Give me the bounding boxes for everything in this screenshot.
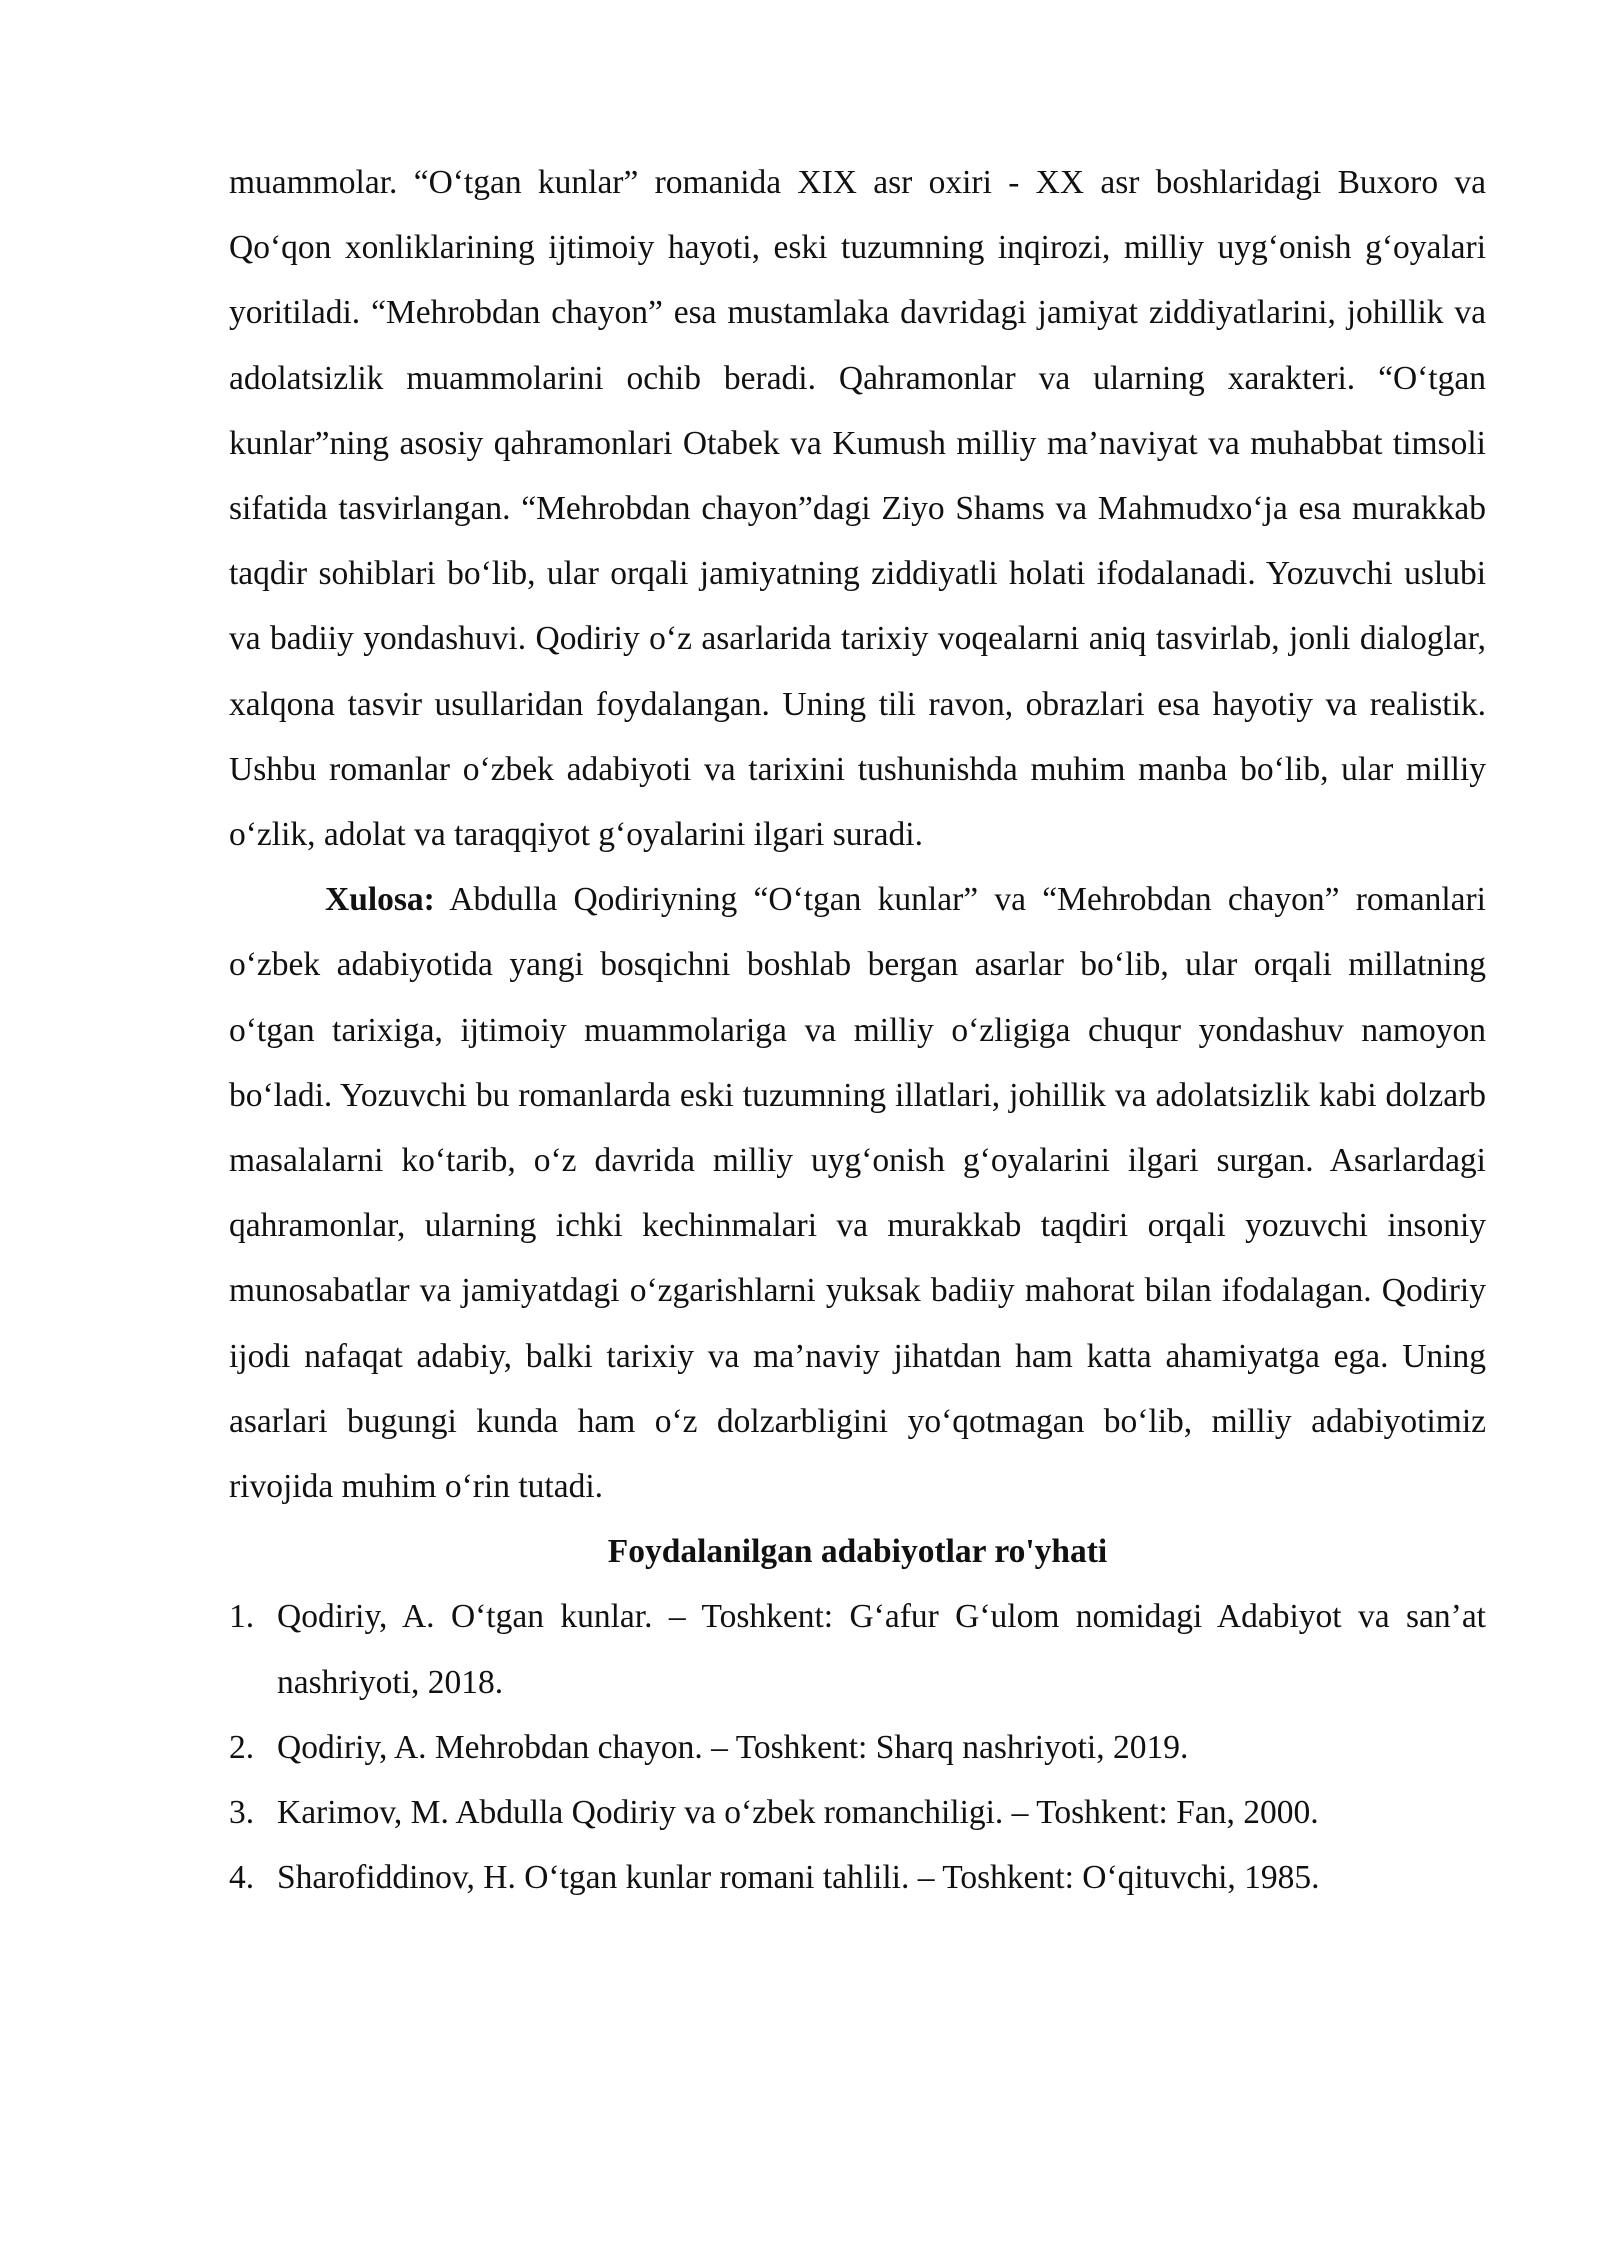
reference-item — [229, 1584, 1486, 1714]
reference-text: Sharofiddinov, H. O‘tgan kunlar romani tahlili. – Toshkent: O‘qituvchi, 1985. — [277, 1859, 1320, 1897]
references-list — [229, 1584, 1486, 1910]
reference-item — [229, 1845, 1486, 1910]
reference-item — [229, 1780, 1486, 1845]
reference-number: 3. — [229, 1794, 255, 1832]
conclusion-label: Xulosa: — [325, 881, 435, 919]
document-page — [229, 150, 1486, 1910]
reference-number: 1. — [229, 1598, 255, 1636]
reference-text: Karimov, M. Abdulla Qodiriy va o‘zbek romanchiligi. – Toshkent: Fan, 2000. — [277, 1794, 1319, 1832]
reference-text: Qodiriy, A. Mehrobdan chayon. – Toshkent: Sharq nashriyoti, 2019. — [277, 1728, 1189, 1766]
conclusion-paragraph — [229, 867, 1486, 1519]
reference-item — [229, 1715, 1486, 1780]
reference-text: Qodiriy, A. O‘tgan kunlar. – Toshkent: G‘afur G‘ulom nomidagi Adabiyot va san’at nashriyoti, 2018. — [277, 1598, 1486, 1701]
conclusion-text: Abdulla Qodiriyning “O‘tgan kunlar” va “Mehrobdan chayon” romanlari o‘zbek adabiyotida yangi bosqichni boshlab bergan asarlar bo‘lib, ular orqali millatning o‘tgan tarixiga, ijtimoiy muammolariga va milliy o‘zligiga chuqur yondashuv namoyon bo‘ladi. Yozuvchi bu romanlarda eski tuzumning illatlari, johillik va adolatsizlik kabi dolzarb masalalarni ko‘tarib, o‘z davrida milliy uyg‘onish g‘oyalarini ilgari surgan. Asarlardagi qahramonlar, ularning ichki kechinmalari va murakkab taqdiri orqali yozuvchi insoniy munosabatlar va jamiyatdagi o‘zgarishlarni yuksak badiiy mahorat bilan ifodalagan. Qodiriy ijodi nafaqat adabiy, balki tarixiy va ma’naviy jihatdan ham katta ahamiyatga ega. Uning asarlari bugungi kunda ham o‘z dolzarbligini yo‘qotmagan bo‘lib, milliy adabiyotimiz rivojida muhim o‘rin tutadi. — [229, 881, 1486, 1506]
body-paragraph: muammolar. “O‘tgan kunlar” romanida XIX asr oxiri - XX asr boshlaridagi Buxoro va Qo‘qon xonliklarining ijtimoiy hayoti, eski tuzumning inqirozi, milliy uyg‘onish g‘oyalari yoritiladi. “Mehrobdan chayon” esa mustamlaka davridagi jamiyat ziddiyatlarini, johillik va adolatsizlik muammolarini ochib beradi. Qahramonlar va ularning xarakteri. “O‘tgan kunlar”ning asosiy qahramonlari Otabek va Kumush milliy ma’naviyat va muhabbat timsoli sifatida tasvirlangan. “Mehrobdan chayon”dagi Ziyo Shams va Mahmudxo‘ja esa murakkab taqdir sohiblari bo‘lib, ular orqali jamiyatning ziddiyatli holati ifodalanadi. Yozuvchi uslubi va badiiy yondashuvi. Qodiriy o‘z asarlarida tarixiy voqealarni aniq tasvirlab, jonli dialoglar, xalqona tasvir usullaridan foydalangan. Uning tili ravon, obrazlari esa hayotiy va realistik. Ushbu romanlar o‘zbek adabiyoti va tarixini tushunishda muhim manba bo‘lib, ular milliy o‘zlik, adolat va taraqqiyot g‘oyalarini ilgari suradi. — [229, 164, 1486, 854]
reference-number: 2. — [229, 1728, 255, 1766]
reference-number: 4. — [229, 1859, 255, 1897]
references-title: Foydalanilgan adabiyotlar ro'yhati — [607, 1533, 1108, 1571]
